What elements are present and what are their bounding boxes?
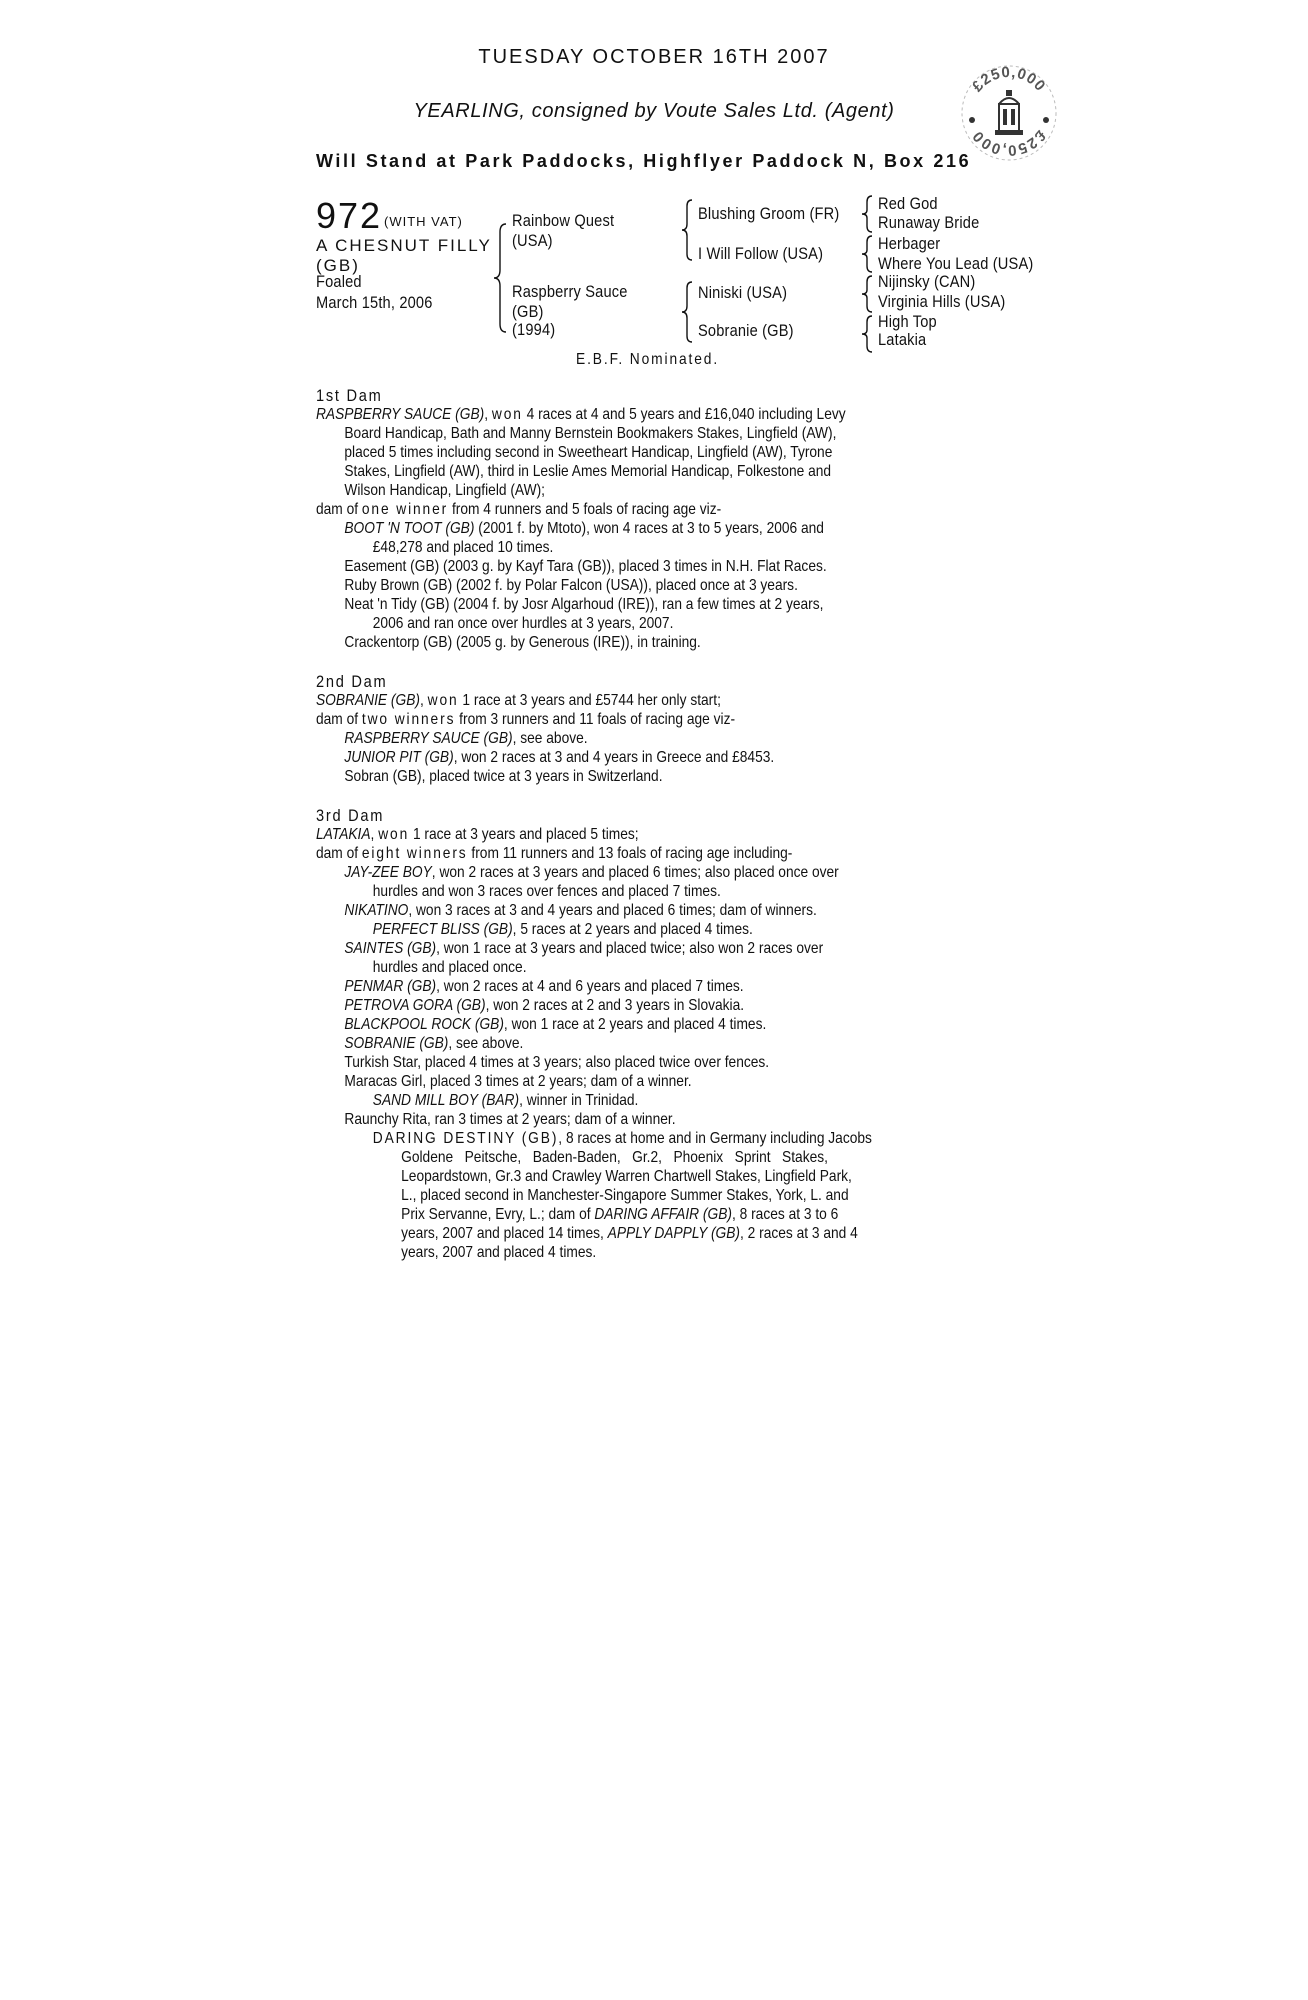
dam-sire: Niniski (USA) [698,283,788,302]
sire-origin: (USA) [512,231,553,250]
ggd-4: Latakia [878,330,927,349]
pedigree-brace [860,194,876,234]
third-dam-line: SAINTES (GB), won 1 race at 3 years and placed twice; also won 2 races over [344,940,824,957]
first-dam-line: Ruby Brown (GB) (2002 f. by Polar Falcon (USA)), placed once at 3 years. [344,577,798,594]
third-dam-line: SOBRANIE (GB), see above. [344,1035,524,1052]
first-dam-line: Wilson Handicap, Lingfield (AW); [344,482,546,499]
first-dam-heading: 1st Dam [316,386,383,405]
ggs-3: Nijinsky (CAN) [878,272,976,291]
third-dam-line: Raunchy Rita, ran 3 times at 2 years; dam of a winner. [344,1111,676,1128]
second-dam-section [316,672,1006,786]
third-dam-line: years, 2007 and placed 4 times. [401,1244,597,1261]
third-dam-line: PENMAR (GB), won 2 races at 4 and 6 years and placed 7 times. [344,978,744,995]
first-dam-line: £48,278 and placed 10 times. [372,539,554,556]
first-dam-section [316,386,1006,652]
dam-origin: (GB) [512,302,544,321]
first-dam-line: dam of one winner from 4 runners and 5 foals of racing age viz- [316,501,722,518]
second-dam-heading: 2nd Dam [316,672,388,691]
third-dam-section [316,806,1006,1262]
dam-year: (1994) [512,320,556,339]
first-dam-line: Crackentorp (GB) (2005 g. by Generous (IRE)), in training. [344,634,701,651]
third-dam-line: Leopardstown, Gr.3 and Crawley Warren Chartwell Stakes, Lingfield Park, [401,1168,852,1185]
third-dam-line: dam of eight winners from 11 runners and 13 foals of racing age including- [316,845,793,862]
sale-date: TUESDAY OCTOBER 16TH 2007 [478,46,830,68]
sire: Rainbow Quest [512,211,615,230]
third-dam-line: NIKATINO, won 3 races at 3 and 4 years and placed 6 times; dam of winners. [344,902,817,919]
first-dam-line: BOOT 'N TOOT (GB) (2001 f. by Mtoto), won 4 races at 3 to 5 years, 2006 and [344,520,824,537]
consignment-line: YEARLING, consigned by Voute Sales Ltd. (Agent) [413,100,895,122]
third-dam-line: Prix Servanne, Evry, L.; dam of DARING AFFAIR (GB), 8 races at 3 to 6 [401,1206,839,1223]
pedigree-brace [860,274,876,314]
second-dam-line: JUNIOR PIT (GB), won 2 races at 3 and 4 years in Greece and £8453. [344,749,775,766]
pedigree-brace [860,234,876,274]
third-dam-line: Maracas Girl, placed 3 times at 2 years; dam of a winner. [344,1073,692,1090]
price-stamp-icon [958,62,1060,164]
second-dam-line: RASPBERRY SAUCE (GB), see above. [344,730,588,747]
third-dam-line: Goldene Peitsche, Baden-Baden, Gr.2, Phoenix Sprint Stakes, [401,1149,828,1166]
first-dam-line: Easement (GB) (2003 g. by Kayf Tara (GB)), placed 3 times in N.H. Flat Races. [344,558,827,575]
pedigree-brace [680,280,696,344]
svg-text:£250,000: £250,000 [968,63,1050,96]
ggd-2: Where You Lead (USA) [878,254,1034,273]
first-dam-line: Neat 'n Tidy (GB) (2004 f. by Josr Algarhoud (IRE)), ran a few times at 2 years, [344,596,824,613]
first-dam-line: placed 5 times including second in Sweetheart Handicap, Lingfield (AW), Tyrone [344,444,833,461]
ggd-1: Runaway Bride [878,213,980,232]
ggs-1: Red God [878,194,938,213]
third-dam-line: L., placed second in Manchester-Singapore Summer Stakes, York, L. and [401,1187,849,1204]
third-dam-line: hurdles and won 3 races over fences and placed 7 times. [372,883,721,900]
third-dam-line: Turkish Star, placed 4 times at 3 years; also placed twice over fences. [344,1054,770,1071]
ebf-nominated: E.B.F. Nominated. [576,351,720,368]
third-dam-line: JAY-ZEE BOY, won 2 races at 3 years and placed 6 times; also placed once over [344,864,839,881]
third-dam-line: PETROVA GORA (GB), won 2 races at 2 and 3 years in Slovakia. [344,997,745,1014]
stand-location: Will Stand at Park Paddocks, Highflyer Paddock N, Box 216 [316,151,972,171]
first-dam-line: Stakes, Lingfield (AW), third in Leslie Ames Memorial Handicap, Folkestone and [344,463,832,480]
second-dam-line: dam of two winners from 3 runners and 11 foals of racing age viz- [316,711,736,728]
horse-origin: (GB) [316,256,360,275]
third-dam-line: LATAKIA, won 1 race at 3 years and placed 5 times; [316,826,639,843]
foaled-label: Foaled [316,272,362,291]
third-dam-line: hurdles and placed once. [372,959,527,976]
second-dam-line: Sobran (GB), placed twice at 3 years in Switzerland. [344,768,663,785]
pedigree-brace [860,314,876,354]
first-dam-line: Board Handicap, Bath and Manny Bernstein Bookmakers Stakes, Lingfield (AW), [344,425,837,442]
second-dam-line: SOBRANIE (GB), won 1 race at 3 years and £5744 her only start; [316,692,721,709]
horse-description: A CHESNUT FILLY [316,236,492,255]
ggd-3: Virginia Hills (USA) [878,292,1006,311]
first-dam-line: 2006 and ran once over hurdles at 3 years, 2007. [372,615,674,632]
pedigree-brace [492,222,512,334]
third-dam-heading: 3rd Dam [316,806,385,825]
third-dam-line: years, 2007 and placed 14 times, APPLY DAPPLY (GB), 2 races at 3 and 4 [401,1225,858,1242]
ggs-2: Herbager [878,234,941,253]
dam-dam: Sobranie (GB) [698,321,794,340]
dam: Raspberry Sauce [512,282,628,301]
ggs-4: High Top [878,312,937,331]
foaled-date: March 15th, 2006 [316,293,433,312]
first-dam-line: RASPBERRY SAUCE (GB), won 4 races at 4 and 5 years and £16,040 including Levy [316,406,846,423]
third-dam-line: PERFECT BLISS (GB), 5 races at 2 years and placed 4 times. [372,921,753,938]
pedigree-brace [680,198,696,262]
lot-number: 972 [316,195,383,236]
third-dam-line: DARING DESTINY (GB), 8 races at home and in Germany including Jacobs [372,1130,872,1147]
svg-text:£250,000: £250,000 [968,127,1050,159]
third-dam-line: BLACKPOOL ROCK (GB), won 1 race at 2 years and placed 4 times. [344,1016,767,1033]
third-dam-line: SAND MILL BOY (BAR), winner in Trinidad. [372,1092,639,1109]
sire-sire: Blushing Groom (FR) [698,204,840,223]
vat-note: (WITH VAT) [384,214,463,229]
sire-dam: I Will Follow (USA) [698,244,824,263]
